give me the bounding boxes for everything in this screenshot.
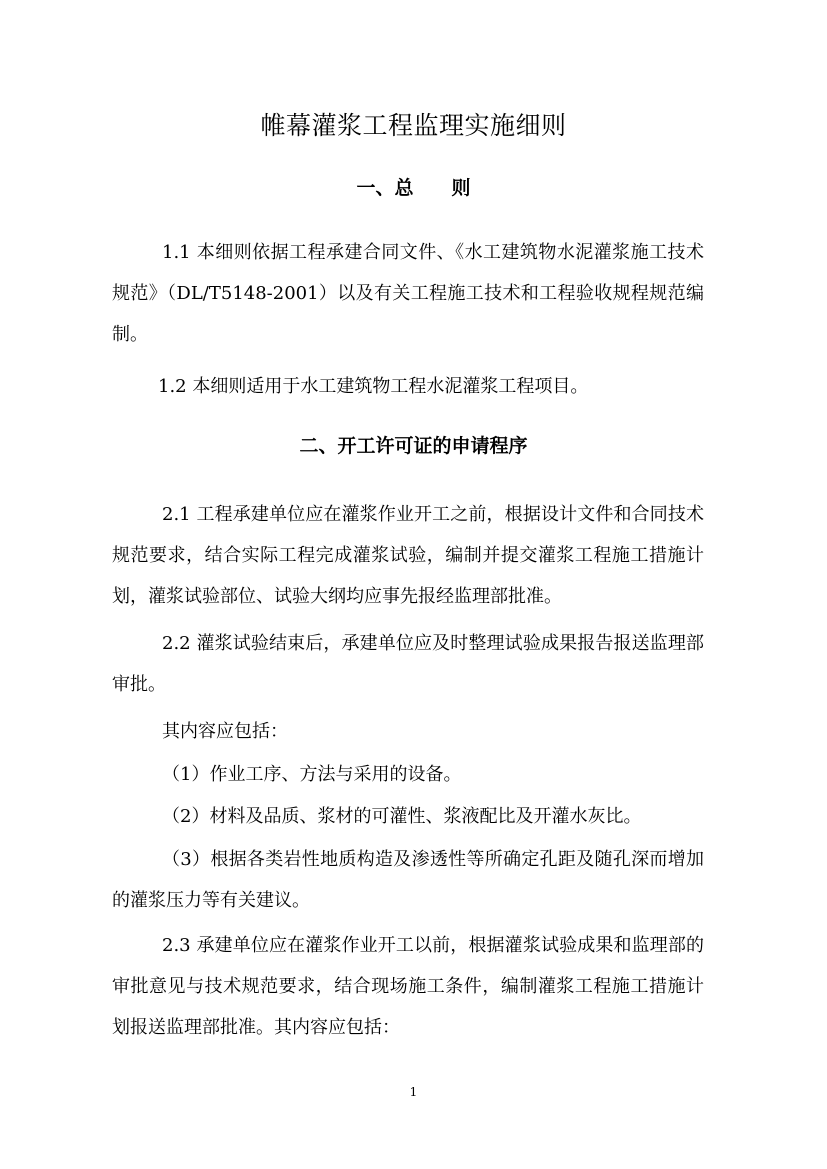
paragraph-1-2: 1.2 本细则适用于水工建筑物工程水泥灌浆工程项目。 (158, 376, 589, 397)
paragraph-1-1: 1.1 本细则依据工程承建合同文件、《水工建筑物水泥灌浆施工技术规范》（DL/T5148-2001）以及有关工程施工技术和工程验收规程规范编制。 (112, 242, 704, 345)
list-item-1: （1）作业工序、方法与采用的设备。 (162, 764, 462, 785)
section-heading-permit-procedure: 二、开工许可证的申请程序 (299, 435, 528, 457)
list-item-2: （2）材料及品质、浆材的可灌性、浆液配比及开灌水灰比。 (162, 806, 642, 827)
paragraph-2-2: 2.2 灌浆试验结束后，承建单位应及时整理试验成果报告报送监理部审批。 (112, 633, 704, 695)
paragraph-2-1: 2.1 工程承建单位应在灌浆作业开工之前，根据设计文件和合同技术规范要求，结合实际工程完成灌浆试验，编制并提交灌浆工程施工措施计划，灌浆试验部位、试验大纲均应事先报经监理部批准。 (112, 504, 704, 607)
paragraph-content-intro: 其内容应包括： (162, 721, 288, 742)
section-heading-general: 一、总 则 (356, 177, 471, 199)
paragraph-2-3: 2.3 承建单位应在灌浆作业开工以前，根据灌浆试验成果和监理部的审批意见与技术规范要求，结合现场施工条件，编制灌浆工程施工措施计划报送监理部批准。其内容应包括： (112, 935, 704, 1038)
list-item-3: （3）根据各类岩性地质构造及渗透性等所确定孔距及随孔深而增加的灌浆压力等有关建议。 (112, 849, 704, 911)
document-title: 帷幕灌浆工程监理实施细则 (260, 111, 567, 140)
page-number: 1 (409, 1085, 418, 1099)
